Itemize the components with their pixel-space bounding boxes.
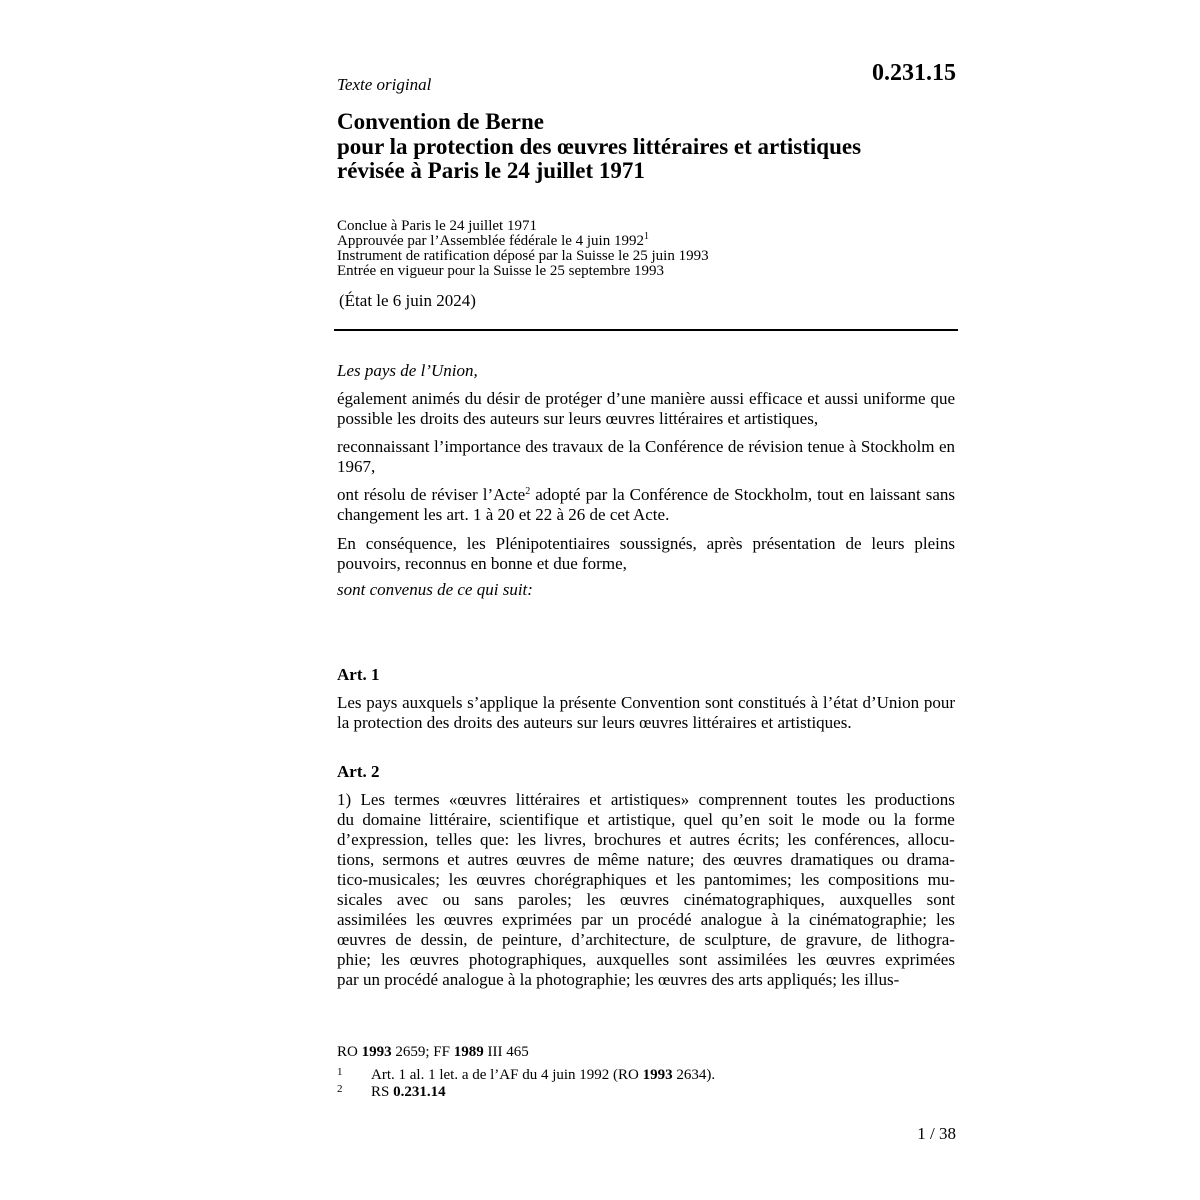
word: les (586, 890, 606, 909)
word: œuvres (443, 910, 493, 929)
word: œuvres (733, 850, 783, 869)
preamble-paragraph-3 (337, 485, 955, 525)
word: les (448, 870, 468, 889)
word: compositions (828, 870, 919, 889)
word: analogue (700, 910, 762, 929)
article-2-line (337, 790, 955, 810)
article-2-line (337, 810, 955, 830)
word: sont (926, 890, 955, 909)
word: livres, (544, 830, 587, 849)
word: littéraires (515, 790, 580, 809)
word: artistique, (607, 810, 676, 829)
preamble-paragraph-4: En conséquence, les Plénipotentiaires soussignés, après présentation de leurs pleins pouvoirs, reconnus en bonne et due forme, (337, 534, 955, 573)
word: mu- (927, 870, 955, 889)
word: exprimées (502, 910, 572, 929)
word: domaine (362, 810, 421, 829)
word: les (797, 950, 817, 969)
word: par (580, 910, 603, 929)
word: un (611, 910, 629, 929)
word: les (936, 910, 955, 929)
concluded-date: Conclue à Paris le 24 juillet 1971 (337, 218, 537, 234)
document-title (337, 110, 957, 184)
word: soit (768, 810, 794, 829)
document-metadata (337, 219, 957, 279)
footnote-2-rs: 0.231.14 (393, 1084, 446, 1100)
preamble-paragraph-2: reconnaissant l’importance des travaux de la Conférence de révision tenue à Stockholm en 1967, (337, 437, 955, 476)
approval-line (337, 231, 957, 249)
word: dramatiques (790, 850, 874, 869)
word: tions, (337, 850, 375, 869)
word: sermons (382, 850, 440, 869)
title-line-1: Convention de Berne (337, 109, 544, 134)
word: les (787, 830, 807, 849)
footnote-1-year: 1993 (642, 1067, 673, 1083)
article-1-text: Les pays auxquels s’applique la présente Convention sont constitués à l’état d’Union pour la protection des droits des auteurs sur leurs œuvres littéraires et artistiques. (337, 693, 955, 732)
title-line-2: pour la protection des œuvres littéraires et artistiques (337, 133, 862, 159)
title-line-3: révisée à Paris le 24 juillet 1971 (337, 158, 645, 183)
word: cinématographie; (808, 910, 927, 929)
word: paroles; (518, 890, 572, 909)
word: œuvres (337, 930, 387, 949)
word: de (573, 850, 590, 869)
word: allocu- (907, 830, 955, 849)
word: et (589, 790, 602, 809)
word: écrits; (737, 830, 780, 849)
word: les (415, 910, 435, 929)
footnote-marker-1[interactable]: 1 (643, 231, 649, 242)
ro-year: 1993 (361, 1044, 392, 1060)
word: auxquelles (839, 890, 913, 909)
publication-reference (337, 1043, 529, 1061)
word: de (780, 930, 797, 949)
word: gravure, (805, 930, 862, 949)
word: littéraire, (429, 810, 492, 829)
word: et (587, 810, 600, 829)
word: forme (914, 810, 955, 829)
article-2-heading: Art. 2 (337, 762, 380, 781)
word: des (702, 850, 726, 869)
word: termes (394, 790, 440, 809)
word: pantomimes; (703, 870, 792, 889)
footnote-1-number: 1 (337, 1066, 343, 1078)
word: œuvres (476, 870, 526, 889)
page-number: 1 / 38 (917, 1124, 956, 1143)
article-2-line (337, 830, 955, 850)
word: de (871, 930, 888, 949)
word: sans (474, 890, 504, 909)
word: assimilées (717, 950, 788, 969)
footnote-1-text-a: Art. 1 al. 1 let. a de l’AF du 4 juin 1992 (RO (371, 1067, 643, 1083)
word: photographiques, (468, 950, 587, 969)
footnote-marker-2[interactable]: 2 (525, 486, 531, 497)
word: ou (442, 890, 460, 909)
word: la (787, 910, 800, 929)
word: brochures (594, 830, 662, 849)
word: avec (396, 890, 429, 909)
header-divider (334, 329, 958, 331)
word: procédé (637, 910, 692, 929)
ro-page: 2659; FF (391, 1044, 454, 1060)
article-2-line (337, 950, 955, 970)
footnote-2-text-a: RS (371, 1084, 394, 1100)
word: peinture, (502, 930, 562, 949)
word: autres (689, 830, 730, 849)
word: toutes (796, 790, 838, 809)
word: œuvres (516, 850, 566, 869)
article-2-line (337, 890, 955, 910)
word: quel (683, 810, 714, 829)
article-1-heading: Art. 1 (337, 665, 380, 684)
ro-label: RO (337, 1044, 358, 1060)
word: et (655, 870, 668, 889)
word: exprimées (885, 950, 955, 969)
word: cinématographiques, (683, 890, 825, 909)
original-text-label: Texte original (337, 75, 432, 94)
word: productions (874, 790, 955, 809)
word: chorégraphiques (534, 870, 647, 889)
state-date: (État le 6 juin 2024) (339, 291, 476, 310)
word: 1) (337, 790, 352, 809)
word: les (676, 870, 696, 889)
footnote-2 (337, 1081, 446, 1100)
article-2-line (337, 930, 955, 950)
word: œuvres (409, 950, 459, 969)
word: tico-musicales; (337, 870, 440, 889)
word: assimilées (337, 910, 407, 929)
word: la (893, 810, 906, 829)
article-2-line (337, 910, 955, 930)
preamble-closing: sont convenus de ce qui suit: (337, 580, 533, 599)
article-2-line (337, 870, 955, 890)
word: et (447, 850, 460, 869)
word: dessin, (420, 930, 468, 949)
preamble-intro: Les pays de l’Union, (337, 361, 478, 380)
word: même (597, 850, 640, 869)
word: de (395, 930, 412, 949)
ff-rest: III 465 (483, 1044, 529, 1060)
word: artistiques» (610, 790, 690, 809)
word: d’architecture, (571, 930, 670, 949)
word: scientifique (499, 810, 579, 829)
entry-into-force-date: Entrée en vigueur pour la Suisse le 25 septembre 1993 (337, 263, 664, 279)
word: mode (822, 810, 860, 829)
word: que: (479, 830, 510, 849)
word: du (337, 810, 354, 829)
word: drama- (906, 850, 955, 869)
word: comprennent (698, 790, 788, 809)
ff-year: 1989 (453, 1044, 484, 1060)
article-2-line (337, 850, 955, 870)
word: les (800, 870, 820, 889)
word: lithogra- (896, 930, 955, 949)
word: ou (868, 810, 886, 829)
word: de (679, 930, 696, 949)
word: œuvres (826, 950, 876, 969)
word: les (846, 790, 866, 809)
word: nature; (647, 850, 695, 869)
word: les (380, 950, 400, 969)
word: conférences, (814, 830, 900, 849)
preamble-p3-end: adopté par la Conférence de Stockholm, tout en laissant sans changement les art. 1 à 20 et 22 à 26 de cet Acte. (337, 485, 955, 524)
approval-date: Approuvée par l’Assemblée fédérale le 4 juin 1992 (337, 233, 644, 249)
word: Les (360, 790, 385, 809)
word: «œuvres (448, 790, 507, 809)
word: de (476, 930, 493, 949)
word: telles (436, 830, 472, 849)
footnote-2-number: 2 (337, 1083, 343, 1095)
word: qu’en (721, 810, 761, 829)
word: les (517, 830, 537, 849)
word: autres (467, 850, 509, 869)
article-2-line: par un procédé analogue à la photographie; les œuvres des arts appliqués; les illus- (337, 970, 900, 989)
word: ou (881, 850, 899, 869)
word: et (669, 830, 682, 849)
preamble-p3-start: ont résolu de réviser l’Acte (337, 485, 526, 504)
word: le (801, 810, 814, 829)
ratification-date: Instrument de ratification déposé par la Suisse le 25 juin 1993 (337, 248, 709, 264)
word: sculpture, (704, 930, 772, 949)
word: d’expression, (337, 830, 429, 849)
word: auxquelles (596, 950, 670, 969)
word: œuvres (619, 890, 670, 909)
footnote-1-text-b: 2634). (672, 1067, 716, 1083)
word: à (771, 910, 779, 929)
word: sont (679, 950, 708, 969)
word: phie; (337, 950, 371, 969)
word: sicales (337, 890, 383, 909)
article-2-paragraph-1 (337, 790, 955, 990)
preamble-paragraph-1: également animés du désir de protéger d’une manière aussi efficace et aussi uniforme que possible les droits des auteurs sur leurs œuvres littéraires et artistiques, (337, 389, 955, 428)
rs-number: 0.231.15 (872, 60, 956, 86)
